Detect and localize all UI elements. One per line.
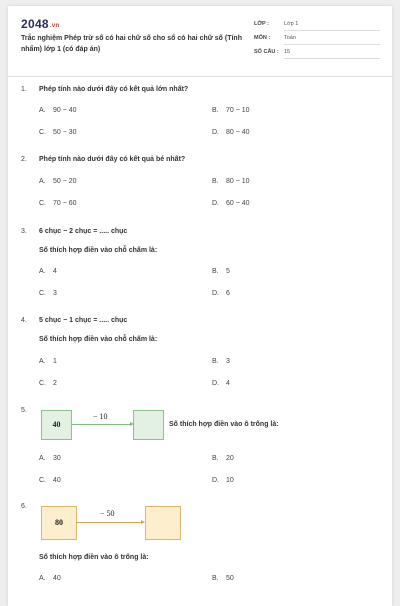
question-text: Phép tính nào dưới đây có kết quả bé nhất? bbox=[39, 156, 186, 163]
option-b[interactable]: B. 5 bbox=[212, 268, 230, 275]
question-text: 5 chục − 1 chục = ..... chục bbox=[39, 317, 128, 324]
question-number: 2. bbox=[21, 156, 27, 163]
question-number: 6. bbox=[21, 503, 27, 510]
start-number-box: 40 bbox=[41, 410, 72, 440]
question-text: Số thích hợp điền vào ô trống là: bbox=[39, 554, 149, 561]
answer-blank-box[interactable] bbox=[145, 506, 181, 540]
option-b[interactable]: B. 50 bbox=[212, 575, 234, 582]
option-b[interactable]: B. 70 − 10 bbox=[212, 107, 250, 114]
question-text: Phép tính nào dưới đây có kết quả lớn nhất? bbox=[39, 86, 189, 93]
question-text: 6 chục − 2 chục = ..... chục bbox=[39, 228, 128, 235]
answer-blank-box[interactable] bbox=[133, 410, 164, 440]
question-subtext: Số thích hợp điền vào chỗ chấm là: bbox=[39, 336, 158, 343]
option-b[interactable]: B. 80 − 10 bbox=[212, 178, 250, 185]
option-a[interactable]: A. 4 bbox=[39, 268, 57, 275]
question-number: 4. bbox=[21, 317, 27, 324]
option-c[interactable]: C. 3 bbox=[39, 290, 57, 297]
question-number: 5. bbox=[21, 407, 27, 414]
arrow-icon bbox=[71, 424, 131, 425]
option-d[interactable]: D. 4 bbox=[212, 380, 230, 387]
option-a[interactable]: A. 30 bbox=[39, 455, 61, 462]
start-number-box: 80 bbox=[41, 506, 77, 540]
worksheet-title: Trắc nghiệm Phép trừ số có hai chữ số cho số có hai chữ số (Tính nhẩm) lớp 1 (có đáp án) bbox=[21, 35, 242, 53]
option-c[interactable]: C. 50 − 30 bbox=[39, 129, 77, 136]
question-number: 3. bbox=[21, 228, 27, 235]
worksheet-page bbox=[8, 6, 392, 606]
question-number: 1. bbox=[21, 86, 27, 93]
option-a[interactable]: A. 50 − 20 bbox=[39, 178, 77, 185]
option-c[interactable]: C. 70 − 60 bbox=[39, 200, 77, 207]
option-b[interactable]: B. 20 bbox=[212, 455, 234, 462]
option-d[interactable]: D. 10 bbox=[212, 477, 234, 484]
option-b[interactable]: B. 3 bbox=[212, 358, 230, 365]
option-c[interactable]: C. 40 bbox=[39, 477, 61, 484]
question-text: Số thích hợp điền vào ô trống là: bbox=[169, 421, 279, 428]
site-logo[interactable]: 2048.vn bbox=[21, 17, 60, 31]
option-d[interactable]: D. 60 − 40 bbox=[212, 200, 250, 207]
header-divider bbox=[8, 76, 392, 77]
arrow-icon bbox=[76, 522, 142, 523]
option-c[interactable]: C. 2 bbox=[39, 380, 57, 387]
operation-label: − 10 bbox=[93, 412, 108, 421]
option-d[interactable]: D. 6 bbox=[212, 290, 230, 297]
option-a[interactable]: A. 90 − 40 bbox=[39, 107, 77, 114]
option-d[interactable]: D. 80 − 40 bbox=[212, 129, 250, 136]
option-a[interactable]: A. 40 bbox=[39, 575, 61, 582]
option-a[interactable]: A. 1 bbox=[39, 358, 57, 365]
question-subtext: Số thích hợp điền vào chỗ chấm là: bbox=[39, 247, 158, 254]
operation-label: − 50 bbox=[100, 509, 115, 518]
worksheet-header: 2048.vn Trắc nghiệm Phép trừ số có hai chữ số cho số có hai chữ số (Tính nhẩm) lớp 1 (có đáp án) LỚP : Lớp 1 MÔN : Toán SỐ CÂU : 15 bbox=[8, 6, 392, 74]
